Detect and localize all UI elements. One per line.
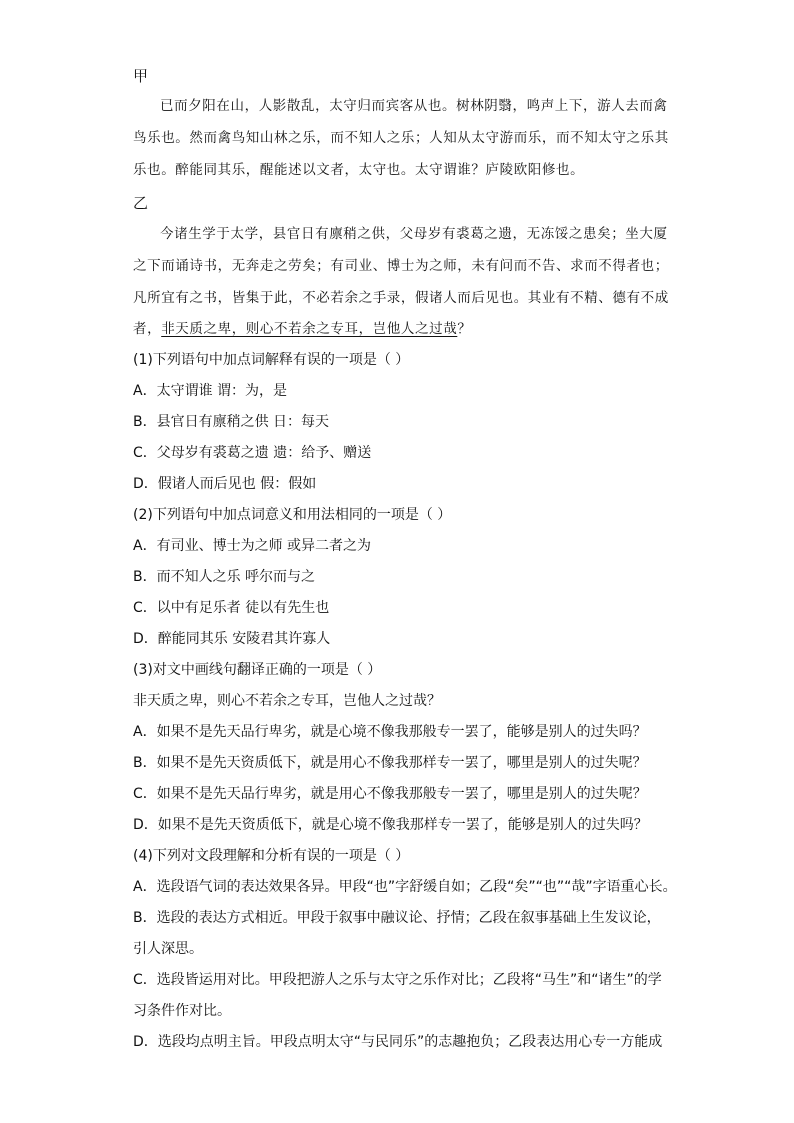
question-2-option: B．而不知人之乐 呼尔而与之 <box>133 569 316 585</box>
question-1-option: A．太守谓谁 谓：为，是 <box>133 383 288 399</box>
question-4-option-cont: 习条件作对比。 <box>133 1003 231 1019</box>
passage-b-line: 今诸生学于太学，县官日有廪稍之供，父母岁有裘葛之遗，无冻馁之患矣；坐大厦 <box>160 226 668 242</box>
passage-a-label: 甲 <box>133 67 149 85</box>
passage-b-label: 乙 <box>133 194 149 212</box>
passage-a-line: 乐也。醉能同其乐，醒能述以文者，太守也。太守谓谁？庐陵欧阳修也。 <box>133 162 585 178</box>
question-3-sentence: 非天质之卑，则心不若余之专耳，岂他人之过哉？ <box>133 693 441 709</box>
passage-b-prefix: 者， <box>133 321 162 337</box>
question-3-option: C．如果不是先天品行卑劣，就是用心不像我那般专一罢了，哪里是别人的过失呢？ <box>133 786 647 802</box>
question-2-option: A．有司业、博士为之师 或异二者之为 <box>133 538 372 554</box>
passage-b-line: 之下而诵诗书，无奔走之劳矣；有司业、博士为之师，未有问而不告、求而不得者也； <box>133 258 669 274</box>
question-4-option: C．选段皆运用对比。甲段把游人之乐与太守之乐作对比；乙段将“马生”和“诸生”的学 <box>133 972 662 988</box>
underlined-sentence: 非天质之卑，则心不若余之专耳，岂他人之过哉 <box>161 321 458 337</box>
question-4-option-cont: 引人深思。 <box>133 941 203 957</box>
question-4-option: D．选段均点明主旨。甲段点明太守“与民同乐”的志趣抱负；乙段表达用心专一方能成 <box>133 1034 663 1050</box>
passage-b-suffix: ？ <box>457 321 472 337</box>
question-3-option: D．如果不是先天资质低下，就是心境不像我那样专一罢了，能够是别人的过失吗？ <box>133 817 648 833</box>
question-3-option: B．如果不是先天资质低下，就是用心不像我那样专一罢了，哪里是别人的过失呢？ <box>133 755 647 771</box>
passage-a-line: 已而夕阳在山，人影散乱，太守归而宾客从也。树林阴翳，鸣声上下，游人去而禽 <box>160 98 668 114</box>
question-2-option: C．以中有足乐者 徒以有先生也 <box>133 600 330 616</box>
passage-b-line: 凡所宜有之书，皆集于此，不必若余之手录，假诸人而后见也。其业有不精、德有不成 <box>133 290 669 306</box>
question-1-stem: (1)下列语句中加点词解释有误的一项是（ ） <box>133 352 410 368</box>
question-4-option: B．选段的表达方式相近。甲段于叙事中融议论、抒情；乙段在叙事基础上生发议论， <box>133 910 661 926</box>
question-4-stem: (4)下列对文段理解和分析有误的一项是（ ） <box>133 848 410 864</box>
question-4-option: A．选段语气词的表达效果各异。甲段“也”字舒缓自如；乙段“矣”“也”“哉”字语重心长。 <box>133 879 677 895</box>
question-3-stem: (3)对文中画线句翻译正确的一项是（ ） <box>133 662 382 678</box>
question-1-option: B．县官日有廪稍之供 日：每天 <box>133 414 330 430</box>
passage-b-last-line <box>133 319 471 339</box>
question-2-option: D．醉能同其乐 安陵君其许寡人 <box>133 631 331 647</box>
question-2-stem: (2)下列语句中加点词意义和用法相同的一项是（ ） <box>133 507 452 523</box>
question-3-option: A．如果不是先天品行卑劣，就是心境不像我那般专一罢了，能够是别人的过失吗？ <box>133 724 647 740</box>
question-1-option: D．假诸人而后见也 假：假如 <box>133 476 317 492</box>
question-1-option: C．父母岁有裘葛之遗 遗：给予、赠送 <box>133 445 372 461</box>
passage-a-line: 鸟乐也。然而禽鸟知山林之乐，而不知人之乐；人知从太守游而乐，而不知太守之乐其 <box>133 130 669 146</box>
